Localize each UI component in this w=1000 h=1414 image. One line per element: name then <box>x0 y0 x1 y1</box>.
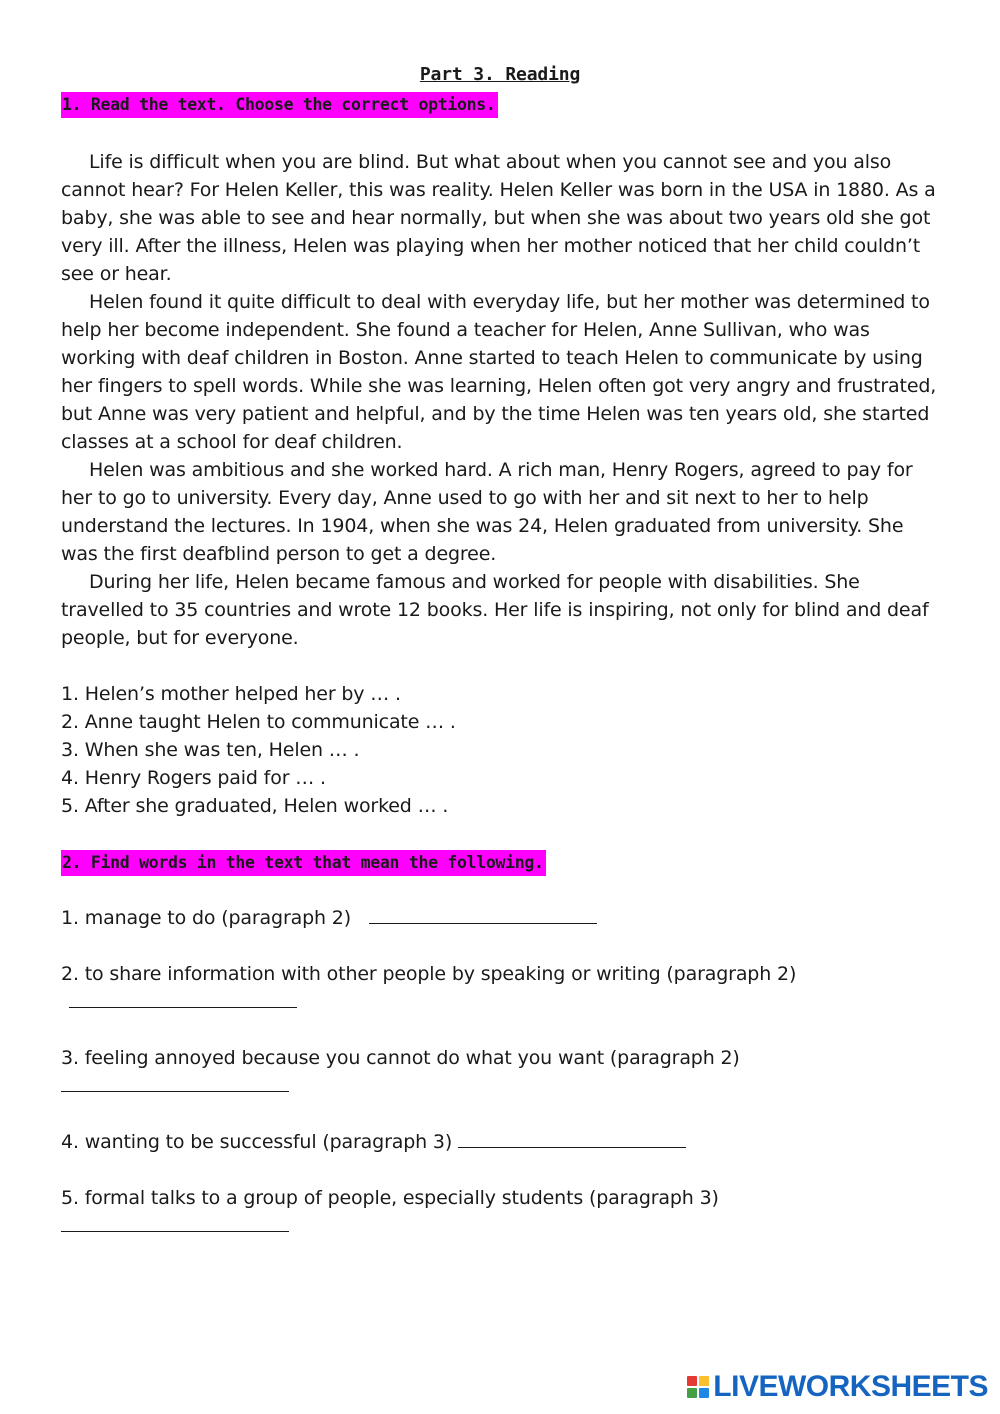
task1-heading: 1. Read the text. Choose the correct options. <box>61 92 498 118</box>
liveworksheets-logo[interactable] <box>687 1370 988 1404</box>
page-title: Part 3. Reading <box>419 64 581 85</box>
task1-question: 4. Henry Rogers paid for … . <box>61 767 326 789</box>
vocab-item-1 <box>61 904 941 932</box>
task2-vocab-list <box>61 904 941 1240</box>
task1-question: 1. Helen’s mother helped her by … . <box>61 683 401 705</box>
task2-heading: 2. Find words in the text that mean the following. <box>61 850 546 876</box>
passage-paragraph-4: During her life, Helen became famous and worked for people with disabilities. She travelled to 35 countries and wrote 12 books. Her life is inspiring, not only for blind and deaf people, but for everyone. <box>61 571 929 649</box>
answer-blank-4[interactable] <box>458 1128 686 1148</box>
task1-question: 3. When she was ten, Helen … . <box>61 739 360 761</box>
passage-paragraph-2: Helen found it quite difficult to deal with everyday life, but her mother was determined to help her become independent. She found a teacher for Helen, Anne Sullivan, who was working with deaf children in Boston. Anne started to teach Helen to communicate by using her fingers to spell words. While she was learning, Helen often got very angry and frustrated, but Anne was very patient and helpful, and by the time Helen was ten years old, she started classes at a school for deaf children. <box>61 291 937 453</box>
vocab-item-4 <box>61 1128 941 1156</box>
answer-blank-1[interactable] <box>369 904 597 924</box>
passage-paragraph-3: Helen was ambitious and she worked hard. A rich man, Henry Rogers, agreed to pay for her to go to university. Every day, Anne used to go with her and sit next to her to help understand the lectures. In 1904, when she was 24, Helen graduated from university. She was the first deafblind person to get a degree. <box>61 459 913 565</box>
answer-blank-3[interactable] <box>61 1072 289 1092</box>
vocab-definition: 1. manage to do (paragraph 2) <box>61 907 352 929</box>
vocab-definition: 5. formal talks to a group of people, especially students (paragraph 3) <box>61 1187 719 1209</box>
task1-question: 5. After she graduated, Helen worked … . <box>61 795 449 817</box>
vocab-definition: 4. wanting to be successful (paragraph 3) <box>61 1131 453 1153</box>
answer-blank-2[interactable] <box>69 988 297 1008</box>
vocab-definition: 3. feeling annoyed because you cannot do what you want (paragraph 2) <box>61 1047 740 1069</box>
task1-question-list <box>61 680 941 820</box>
vocab-item-3 <box>61 1044 941 1100</box>
passage-paragraph-1: Life is difficult when you are blind. But what about when you cannot see and you also cannot hear? For Helen Keller, this was reality. Helen Keller was born in the USA in 1880. As a baby, she was able to see and hear normally, but when she was about two years old she got very ill. After the illness, Helen was playing when her mother noticed that her child couldn’t see or hear. <box>61 151 936 285</box>
logo-text: LIVEWORKSHEETS <box>713 1370 988 1403</box>
liveworksheets-logo-icon <box>687 1376 709 1398</box>
vocab-item-2 <box>61 960 941 1016</box>
task1-question: 2. Anne taught Helen to communicate … . <box>61 711 456 733</box>
vocab-definition: 2. to share information with other people by speaking or writing (paragraph 2) <box>61 963 797 985</box>
worksheet-page <box>61 60 941 1240</box>
reading-passage <box>61 148 941 652</box>
vocab-item-5 <box>61 1184 941 1240</box>
answer-blank-5[interactable] <box>61 1212 289 1232</box>
